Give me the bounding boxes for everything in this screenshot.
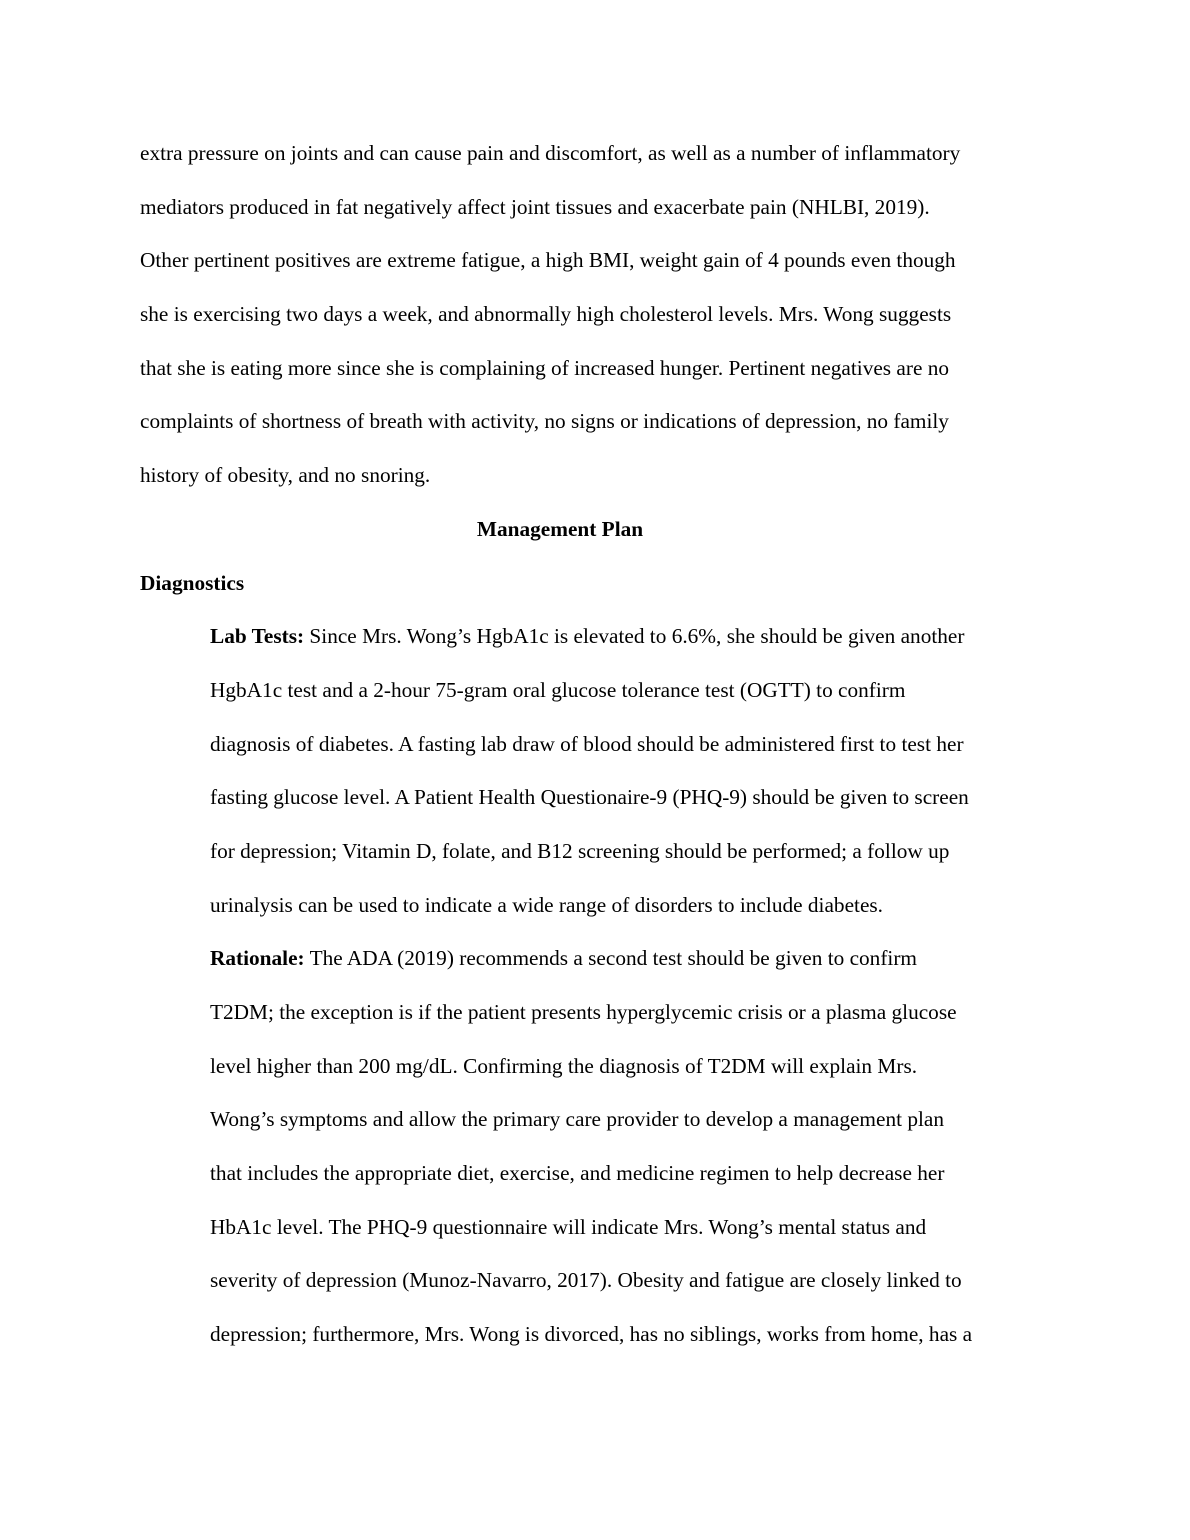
rationale-label: Rationale: xyxy=(210,946,305,971)
paragraph-line: Other pertinent positives are extreme fatigue, a high BMI, weight gain of 4 pounds even though xyxy=(140,248,956,273)
paragraph-line: severity of depression (Munoz-Navarro, 2017). Obesity and fatigue are closely linked to xyxy=(210,1268,962,1293)
paragraph-line: HgbA1c test and a 2-hour 75-gram oral glucose tolerance test (OGTT) to confirm xyxy=(210,677,906,702)
paragraph-line: she is exercising two days a week, and abnormally high cholesterol levels. Mrs. Wong suggests xyxy=(140,302,952,327)
subheading xyxy=(140,557,1050,611)
paragraph-line: urinalysis can be used to indicate a wide range of disorders to include diabetes. xyxy=(210,892,884,917)
paragraph-line: fasting glucose level. A Patient Health Questionaire-9 (PHQ-9) should be given to screen xyxy=(210,785,969,810)
paragraph-line: HbA1c level. The PHQ-9 questionnaire will indicate Mrs. Wong’s mental status and xyxy=(210,1214,927,1239)
paragraph-line: that she is eating more since she is complaining of increased hunger. Pertinent negatives are no xyxy=(140,355,950,380)
paragraph-line: complaints of shortness of breath with activity, no signs or indications of depression, no family xyxy=(140,409,949,434)
paragraph-line: for depression; Vitamin D, folate, and B12 screening should be performed; a follow up xyxy=(210,838,950,863)
section-heading xyxy=(140,503,980,557)
paragraph-line: T2DM; the exception is if the patient presents hyperglycemic crisis or a plasma glucose xyxy=(210,1000,957,1024)
paragraph-line: Wong’s symptoms and allow the primary care provider to develop a management plan xyxy=(210,1107,945,1132)
section-heading-text: Management Plan xyxy=(476,516,644,541)
lab-tests-first-line xyxy=(140,610,1050,664)
document-body xyxy=(140,127,1050,1362)
paragraph-line: that includes the appropriate diet, exercise, and medicine regimen to help decrease her xyxy=(210,1161,945,1186)
paragraph-line: mediators produced in fat negatively affect joint tissues and exacerbate pain (NHLBI, 2019). xyxy=(140,194,930,219)
lab-tests-text: Since Mrs. Wong’s HgbA1c is elevated to 6.6%, she should be given another xyxy=(304,624,965,649)
rationale-text: The ADA (2019) recommends a second test should be given to confirm xyxy=(304,946,917,971)
paragraph-line: extra pressure on joints and can cause pain and discomfort, as well as a number of inflammatory xyxy=(140,141,961,165)
lab-tests-label: Lab Tests: xyxy=(210,624,305,649)
paragraph-line: level higher than 200 mg/dL. Confirming the diagnosis of T2DM will explain Mrs. xyxy=(210,1053,918,1078)
rationale-first-line xyxy=(140,932,1050,986)
subheading-text: Diagnostics xyxy=(140,570,245,595)
paragraph-line: diagnosis of diabetes. A fasting lab draw of blood should be administered first to test her xyxy=(210,731,964,756)
paragraph-line: history of obesity, and no snoring. xyxy=(140,463,431,488)
paragraph-line: depression; furthermore, Mrs. Wong is divorced, has no siblings, works from home, has a xyxy=(210,1322,973,1347)
